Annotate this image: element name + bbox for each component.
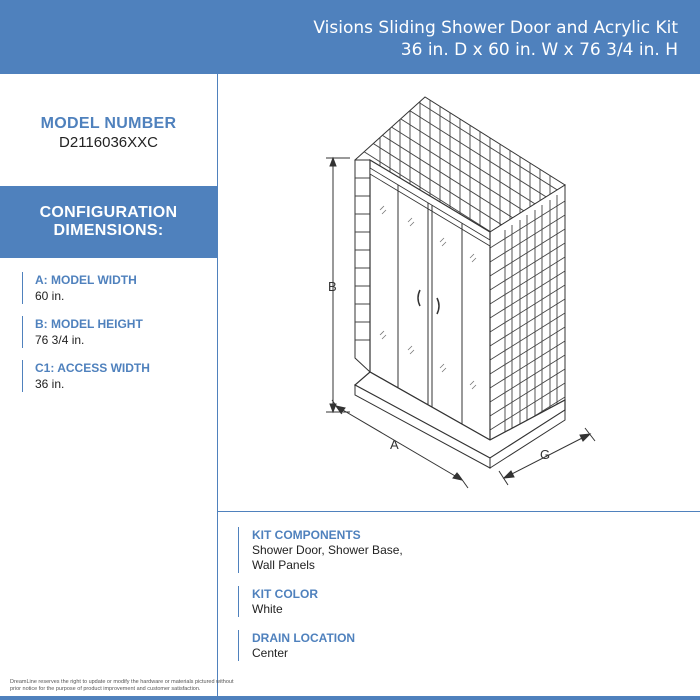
dimension-label: B: MODEL HEIGHT xyxy=(35,317,143,331)
kit-components-line2: Wall Panels xyxy=(252,558,315,572)
dimension-value: 76 3/4 in. xyxy=(35,333,85,347)
kit-color-block xyxy=(238,586,318,617)
dimension-value: 36 in. xyxy=(35,377,65,391)
product-title: Visions Sliding Shower Door and Acrylic Kit xyxy=(313,18,678,38)
configuration-title-line1: CONFIGURATION xyxy=(39,204,178,221)
dimension-a-label: A xyxy=(390,437,399,452)
kit-components-label: KIT COMPONENTS xyxy=(252,528,361,542)
kit-components-line1: Shower Door, Shower Base, xyxy=(252,543,403,557)
left-wall-panel xyxy=(355,160,370,372)
kit-color-value: White xyxy=(252,602,283,616)
dimension-label: A: MODEL WIDTH xyxy=(35,273,137,287)
disclaimer-text xyxy=(10,679,310,693)
model-number-label: MODEL NUMBER xyxy=(40,115,177,132)
disclaimer-line1: DreamLine reserves the right to update or modify the hardware or materials pictured without xyxy=(10,679,234,685)
drain-location-label: DRAIN LOCATION xyxy=(252,631,356,645)
drain-location-value: Center xyxy=(252,646,289,660)
dimension-label: C1: ACCESS WIDTH xyxy=(35,361,150,375)
dimension-value: 60 in. xyxy=(35,289,65,303)
configuration-title-line2: DIMENSIONS: xyxy=(53,222,164,239)
disclaimer-line2: prior notice for the purpose of product improvement and customer satisfaction. xyxy=(10,686,201,692)
kit-components-block xyxy=(238,527,403,573)
drain-location-block xyxy=(238,630,355,661)
footer-bar xyxy=(0,696,700,700)
kit-color-label: KIT COLOR xyxy=(252,587,318,601)
dimension-g-label: G xyxy=(540,447,551,462)
model-number-value: D2116036XXC xyxy=(59,134,158,151)
product-dimensions: 36 in. D x 60 in. W x 76 3/4 in. H xyxy=(400,40,678,60)
dimension-b-label: B xyxy=(328,279,337,294)
